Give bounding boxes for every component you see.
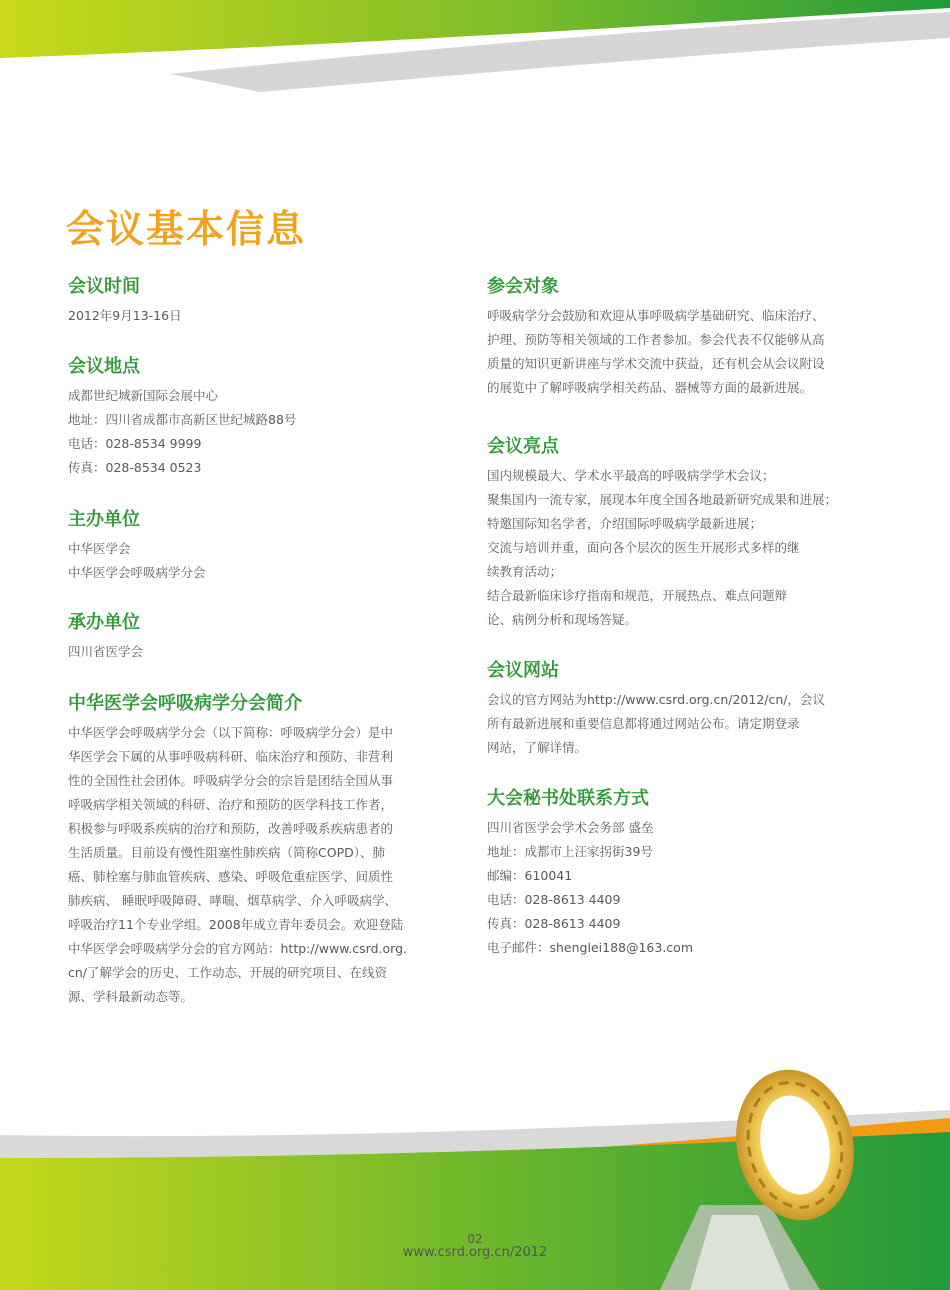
text-line: 成都世纪城新国际会展中心 — [68, 388, 219, 403]
text-line: 邮编：610041 — [487, 868, 573, 883]
text-line: 呼吸治疗11个专业学组。2008年成立青年委员会。欢迎登陆 — [68, 917, 404, 932]
text-line: 传真：028-8534 0523 — [68, 460, 202, 475]
section-society-intro — [68, 689, 448, 1009]
text-line: 呼吸病学相关领域的科研、治疗和预防的医学科技工作者， — [68, 797, 394, 812]
section-organizer — [68, 608, 448, 689]
text-line: 地址：成都市上汪家拐街39号 — [487, 844, 653, 859]
text-line: 肺疾病、 睡眠呼吸障碍、哮喘、烟草病学、介入呼吸病学、 — [68, 893, 397, 908]
text-line: 四川省医学会 — [68, 644, 144, 659]
text-line: 性的全国性社会团体。呼吸病学分会的宗旨是团结全国从事 — [68, 773, 394, 788]
text-line: 网站，了解详情。 — [487, 740, 588, 755]
text-line: 中华医学会呼吸病学分会（以下简称：呼吸病学分会）是中 — [68, 725, 394, 740]
section-highlights — [487, 432, 872, 656]
left-column — [68, 272, 448, 1009]
section-heading: 会议亮点 — [487, 436, 559, 457]
text-line: 呼吸病学分会鼓励和欢迎从事呼吸病学基础研究、临床治疗、 — [487, 308, 825, 323]
text-line: 质量的知识更新讲座与学术交流中获益，还有机会从会议附设 — [487, 356, 825, 371]
text-line: 积极参与呼吸系疾病的治疗和预防，改善呼吸系疾病患者的 — [68, 821, 394, 836]
section-heading: 大会秘书处联系方式 — [487, 788, 649, 809]
top-decorative-band — [0, 0, 950, 110]
text-line: 电话：028-8613 4409 — [487, 892, 621, 907]
section-host — [68, 505, 448, 608]
text-line: 护理、预防等相关领域的工作者参加。参会代表不仅能够从高 — [487, 332, 825, 347]
text-line: 会议的官方网站为http://www.csrd.org.cn/2012/cn/，会议 — [487, 692, 826, 707]
section-heading: 会议地点 — [68, 356, 140, 377]
text-line: 中华医学会 — [68, 541, 131, 556]
section-heading: 会议网站 — [487, 660, 559, 681]
meeting-date: 2012年9月13-16日 — [68, 308, 182, 323]
text-line: 中华医学会呼吸病学分会 — [68, 565, 206, 580]
text-line: 中华医学会呼吸病学分会的官方网站：http://www.csrd.org. — [68, 941, 407, 956]
section-website — [487, 656, 872, 784]
text-line: cn/了解学会的历史、工作动态、开展的研究项目、在线资 — [68, 965, 388, 980]
section-audience — [487, 272, 872, 432]
text-line: 国内规模最大、学术水平最高的呼吸病学学术会议； — [487, 468, 775, 483]
text-line: 电话：028-8534 9999 — [68, 436, 202, 451]
text-line: 交流与培训并重，面向各个层次的医生开展形式多样的继 — [487, 540, 800, 555]
text-line: 生活质量。目前设有慢性阻塞性肺疾病（简称COPD）、肺 — [68, 845, 385, 860]
text-line: 论、病例分析和现场答疑。 — [487, 612, 638, 627]
footer-url: www.csrd.org.cn/2012 — [402, 1245, 548, 1260]
section-meeting-time — [68, 272, 448, 352]
section-heading: 会议时间 — [68, 276, 140, 297]
page-number: 02 — [467, 1232, 483, 1246]
text-line: 的展览中了解呼吸病学相关药品、器械等方面的最新进展。 — [487, 380, 813, 395]
text-line: 四川省医学会学术会务部 盛垒 — [487, 820, 654, 835]
text-line: 华医学会下属的从事呼吸病科研、临床治疗和预防、非营利 — [68, 749, 394, 764]
text-line: 地址：四川省成都市高新区世纪城路88号 — [68, 412, 297, 427]
right-column — [487, 272, 872, 960]
section-heading: 承办单位 — [68, 612, 140, 633]
text-line: 特邀国际知名学者，介绍国际呼吸病学最新进展； — [487, 516, 763, 531]
text-line: 续教育活动； — [487, 564, 563, 579]
section-secretariat-contact — [487, 784, 872, 960]
page-title: 会议基本信息 — [66, 207, 307, 251]
text-line: 结合最新临床诊疗指南和规范，开展热点、难点问题辩 — [487, 588, 788, 603]
section-heading: 主办单位 — [68, 509, 140, 530]
text-line: 电子邮件：shenglei188@163.com — [487, 940, 694, 955]
text-line: 癌、肺栓塞与肺血管疾病、感染、呼吸危重症医学、间质性 — [68, 869, 394, 884]
text-line: 聚集国内一流专家，展现本年度全国各地最新研究成果和进展； — [487, 492, 838, 507]
section-heading: 中华医学会呼吸病学分会简介 — [68, 693, 302, 714]
text-line: 传真：028-8613 4409 — [487, 916, 621, 931]
text-line: 源、学科最新动态等。 — [68, 989, 194, 1004]
section-heading: 参会对象 — [487, 276, 559, 297]
section-venue — [68, 352, 448, 505]
text-line: 所有最新进展和重要信息都将通过网站公布。请定期登录 — [487, 716, 800, 731]
